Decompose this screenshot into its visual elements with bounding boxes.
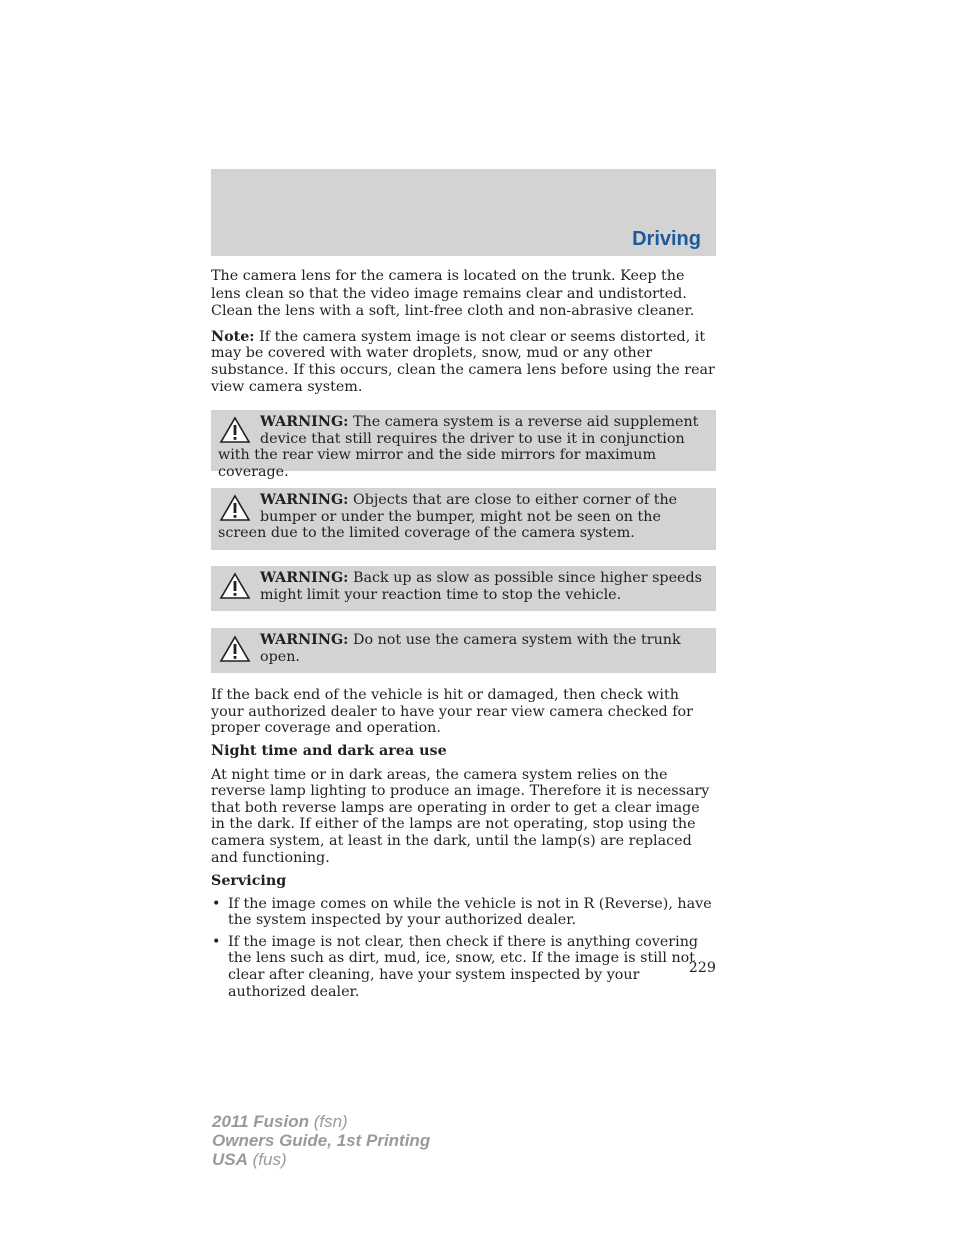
warning-triangle-icon [219,635,251,663]
warning-text: Objects that are close to either corner of the bumper or under the bumper, might not be seen on the screen due to the limited coverage of the camera system. [218,492,678,542]
warning-box [211,410,716,480]
warning-triangle-icon [219,494,251,522]
paragraph-camera-lens: The camera lens for the camera is located on the trunk. Keep the lens clean so that the video image remains clear and undistorted. Clean the lens with a soft, lint-free cloth and non-abrasive cleaner. [211,268,695,320]
warning-label: WARNING: [260,632,349,649]
heading-servicing: Servicing [211,873,287,890]
warning-triangle-icon [219,572,251,600]
page-content [211,268,716,1005]
warning-label: WARNING: [260,414,349,431]
warning-box [211,566,716,611]
section-title: Driving [632,228,701,250]
warning-label: WARNING: [260,570,349,587]
paragraph-damage: If the back end of the vehicle is hit or damaged, then check with your authorized dealer to have your rear view camera checked for proper coverage and operation. [211,687,693,737]
warning-box [211,628,716,673]
footer-line-region: USA (fus) [212,1150,287,1169]
warning-triangle-icon [219,416,251,444]
list-item: • If the image is not clear, then check if there is anything covering the lens such as dirt, mud, ice, snow, etc. If the image is still not clear after cleaning, have your system inspected by your authorized dealer. [212,933,699,1000]
page-number: 229 [688,960,716,976]
footer-line-model: 2011 Fusion (fsn) [212,1112,348,1131]
warning-text: The camera system is a reverse aid supplement device that still requires the driver to use it in conjunction with the rear view mirror and the side mirrors for maximum coverage. [218,414,699,480]
warning-text: Back up as slow as possible since higher speeds might limit your reaction time to stop the vehicle. [260,570,702,603]
section-header-band [211,169,716,256]
warning-label: WARNING: [260,492,349,509]
footer-line-guide: Owners Guide, 1st Printing [212,1131,431,1150]
bullet-icon: • [212,895,221,912]
warning-box [211,488,716,550]
heading-night-time: Night time and dark area use [211,742,447,759]
list-item: • If the image comes on while the vehicle is not in R (Reverse), have the system inspected by your authorized dealer. [212,895,712,929]
footer [212,1112,430,1169]
note-text: If the camera system image is not clear or seems distorted, it may be covered with water droplets, snow, mud or any other substance. If this occurs, clean the camera lens before using the rear view camera system. [211,328,715,395]
servicing-list [211,896,716,1001]
bullet-icon: • [212,933,221,950]
note-label: Note: [211,328,255,345]
note-paragraph [211,329,716,395]
paragraph-night-time: At night time or in dark areas, the camera system relies on the reverse lamp lighting to produce an image. Therefore it is necessary that both reverse lamps are operating in order to get a clear image in the dark. If either of the lamps are not operating, stop using the camera system, at least in the dark, until the lamp(s) are replaced and functioning. [211,766,710,866]
warning-text: Do not use the camera system with the trunk open. [260,632,681,665]
